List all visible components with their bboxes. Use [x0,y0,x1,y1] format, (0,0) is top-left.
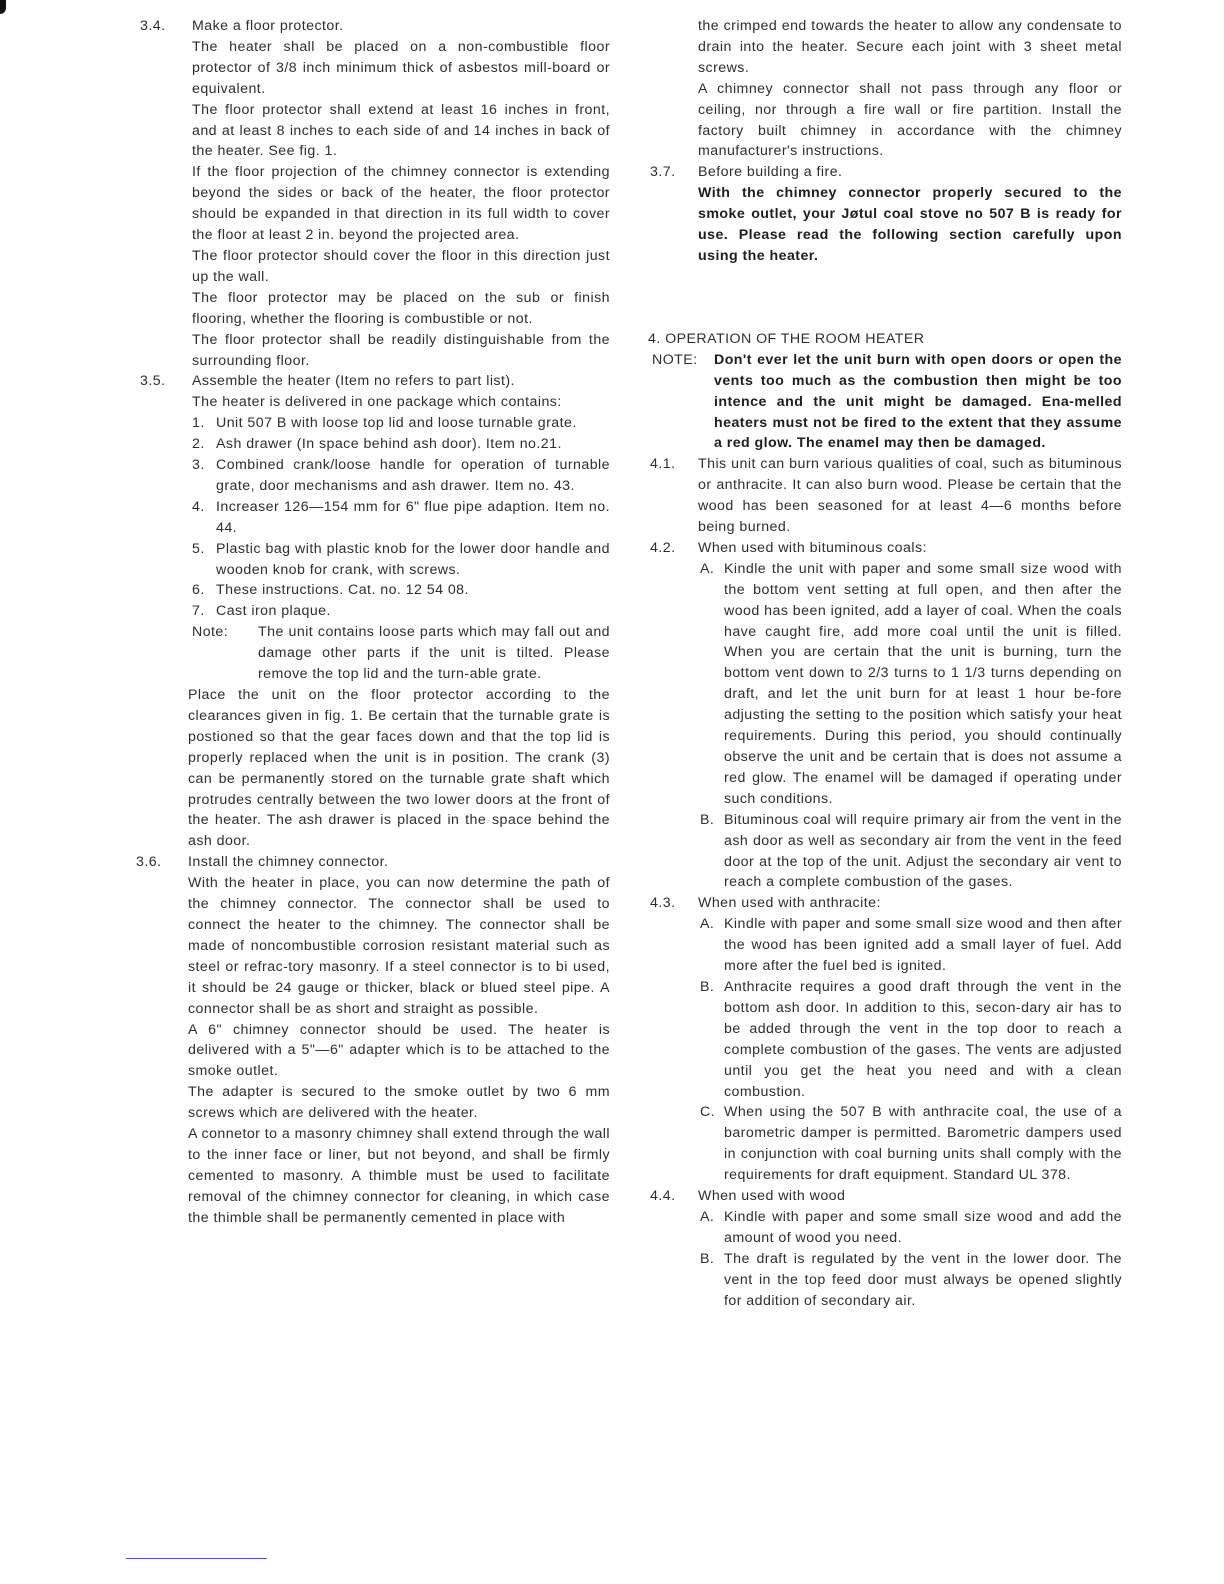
paragraph: the crimped end towards the heater to allow any condensate to drain into the heater. Secure each joint with 3 sheet metal screws. [698,18,1122,76]
section-4-2 [648,538,1122,893]
list-item [192,455,610,497]
sub-item [698,914,1122,977]
item-text: Ash drawer (In space behind ash door). Item no.21. [216,436,562,453]
parts-list [192,413,610,622]
paragraph: With the chimney connector properly secured to the smoke outlet, your Jøtul coal stove no 507 B is ready for use. Please read the following section carefully upon using the heater. [698,185,1122,264]
left-column [128,16,610,1229]
item-text: Cast iron plaque. [216,603,331,620]
item-number: 6. [192,582,205,599]
paragraph: The floor protector shall extend at least 16 inches in front, and at least 8 inches to each side of and 14 inches in back of the heater. See fig. 1. [192,101,610,160]
section-3-5-placement [124,685,610,852]
paragraph: A chimney connector shall not pass through any floor or ceiling, nor through a fire wall or fire partition. Install the factory built chimney in accordance with the chimney manufacturer's instructions. [698,80,1122,160]
section-4 [648,329,1122,454]
paragraph: With the heater in place, you can now determine the path of the chimney connector. The connector shall be used to connect the heater to the chimney. The connector shall be made of noncombustible corrosion resistant material such as steel or refrac-tory masonry. If a steel connector is to bi used, it should be 24 gauge or thicker, black or blued steel pipe. A connector shall be as short and straight as possible. [188,875,610,1017]
sub-label: C. [700,1104,716,1121]
section-title: Before building a fire. [698,164,843,181]
item-text: Combined crank/loose handle for operation of turnable grate, door mechanisms and ash drawer. Item no. 43. [216,457,610,494]
paragraph: A 6" chimney connector should be used. The heater is delivered with a 5"—6" adapter which is to be attached to the smoke outlet. [188,1021,610,1080]
item-number: 2. [192,436,205,453]
item-number: 5. [192,540,205,557]
list-item [192,601,610,622]
section-3-7 [648,162,1122,267]
section-3-4 [128,16,610,371]
sub-text: Kindle with paper and some small size wood and add the amount of wood you need. [724,1208,1122,1246]
section-number: 3.6. [136,854,162,871]
paragraph: The floor protector shall be readily distinguishable from the surrounding floor. [192,331,610,369]
sub-text: Kindle with paper and some small size wood and then after the wood has been ignited add a small layer of fuel. Add more after the fuel bed is ignited. [724,916,1122,975]
item-text: These instructions. Cat. no. 12 54 08. [216,582,469,599]
section-title: When used with anthracite: [698,895,881,912]
sub-label: B. [700,978,715,995]
sub-label: B. [700,811,715,828]
sub-label: B. [700,1250,715,1267]
section-title: When used with wood [698,1188,846,1205]
sub-label: A. [700,560,715,577]
paragraph: The heater shall be placed on a non-combustible floor protector of 3/8 inch minimum thick of asbestos mill-board or equivalent. [192,38,610,97]
list-item [192,580,610,601]
sub-text: Kindle the unit with paper and some small size wood with the bottom vent setting at full open, and then after the wood has been ignited, add a layer of coal. When the coals have caught fire, add more coal until the unit is filled. When you are certain that the unit is burning, turn the bottom vent down to 2/3 turns to 1 1/3 turns depending on draft, and let the unit burn for at least 1 hour be-fore adjusting the setting to the position which satisfy your heat requirements. During this period, you should continually observe the unit and be certain that is does not assume a red glow. The enamel will be damaged if operating under such conditions. [724,560,1122,807]
list-item [192,497,610,539]
section-number: 3.5. [140,373,166,390]
paragraph: The floor protector may be placed on the sub or finish flooring, whether the flooring is combustible or not. [192,289,610,327]
scan-corner-mark [0,0,6,14]
paragraph: This unit can burn various qualities of coal, such as bituminous or anthracite. It can also burn wood. Please be certain that the wood has been seasoned for at least 4—6 months before being burned. [698,456,1122,536]
sub-text: Bituminous coal will require primary air from the vent in the ash door as well as secondary air from the vent in the feed door at the top of the unit. Adjust the secondary air vent to reach a complete combustion of the gases. [724,811,1122,891]
list-item [192,413,610,434]
paragraph: If the floor projection of the chimney connector is extending beyond the sides or back of the heater, the floor protector should be expanded in that direction in its full width to cover the floor at least 2 in. beyond the projected area. [192,164,610,244]
section-heading: 4. OPERATION OF THE ROOM HEATER [648,330,925,347]
paragraph: Place the unit on the floor protector according to the clearances given in fig. 1. Be certain that the turnable grate is postioned so that the gear faces down and that the top lid is properly replaced when the unit is in position. The crank (3) can be permanently stored on the turnable grate shaft which protrudes centrally between the two lower doors at the front of the heater. The ash drawer is placed in the space behind the ash door. [188,687,610,850]
section-title: Make a floor protector. [192,18,344,34]
section-4-1 [648,454,1122,538]
sub-text: Anthracite requires a good draft through the vent in the bottom ash door. In addition to this, secon-dary air has to be added through the vent in the top door to reach a complete combustion of the gases. The vents are adjusted until you get the heat you need and with a clean combustion. [724,978,1122,1100]
right-column [648,16,1122,1311]
note [192,622,610,685]
note-label: Note: [192,624,229,641]
section-title: Assemble the heater (Item no refers to part list). [192,373,515,390]
section-title: When used with bituminous coals: [698,539,927,556]
sub-item [698,1249,1122,1312]
sub-text: The draft is regulated by the vent in the lower door. The vent in the top feed door must always be opened slightly for addition of secondary air. [724,1250,1122,1309]
item-text: Plastic bag with plastic knob for the lower door handle and wooden knob for crank, with screws. [216,540,610,578]
warning-note [648,350,1122,455]
sub-text: When using the 507 B with anthracite coal, the use of a barometric damper is permitted. Barometric dampers used in conjunction with coal burning units shall comply with the requirements for draft equipment. Standard UL 378. [724,1104,1122,1184]
section-number: 4.2. [650,539,676,556]
section-4-3 [648,893,1122,1186]
item-number: 4. [192,498,205,515]
list-item [192,539,610,581]
section-title: Install the chimney connector. [188,854,389,871]
note-text: Don't ever let the unit burn with open doors or open the vents too much as the combustion then might be too intence and the unit might be damaged. Ena-melled heaters must not be fired to the extent that they assume a red glow. The enamel may then be damaged. [714,351,1122,452]
sub-label: A. [700,916,715,933]
paragraph: The floor protector should cover the floor in this direction just up the wall. [192,247,610,285]
section-number: 4.3. [650,895,676,912]
section-number: 4.1. [650,456,676,473]
note-text: The unit contains loose parts which may fall out and damage other parts if the unit is tilted. Please remove the top lid and the turn-able grate. [258,624,610,683]
item-text: Increaser 126—154 mm for 6" flue pipe adaption. Item no. 44. [216,498,610,536]
item-number: 1. [192,415,205,432]
footnote-rule [126,1558,267,1559]
spacer [648,267,1122,329]
sub-item [698,1207,1122,1249]
sub-item [698,810,1122,894]
section-number: 3.7. [650,164,676,181]
paragraph: The heater is delivered in one package which contains: [192,394,562,411]
section-3-6 [124,852,610,1228]
list-item [192,434,610,455]
item-number: 3. [192,457,205,474]
sub-item [698,1102,1122,1186]
paragraph: A connetor to a masonry chimney shall extend through the wall to the inner face or liner, but not beyond, and shall be firmly cemented to masonry. A thimble must be used to facilitate removal of the chimney connector for cleaning, in which case the thimble shall be permanently cemented in place with [188,1126,610,1226]
sub-label: A. [700,1208,715,1225]
section-4-4 [648,1186,1122,1311]
item-number: 7. [192,603,205,620]
section-number: 4.4. [650,1188,676,1205]
sub-item [698,977,1122,1102]
section-3-5 [128,371,610,685]
sub-item [698,559,1122,810]
item-text: Unit 507 B with loose top lid and loose turnable grate. [216,415,577,432]
paragraph: The adapter is secured to the smoke outlet by two 6 mm screws which are delivered with the heater. [188,1084,610,1122]
section-3-6-continued [648,16,1122,162]
section-number: 3.4. [140,18,166,34]
note-label: NOTE: [652,351,698,368]
